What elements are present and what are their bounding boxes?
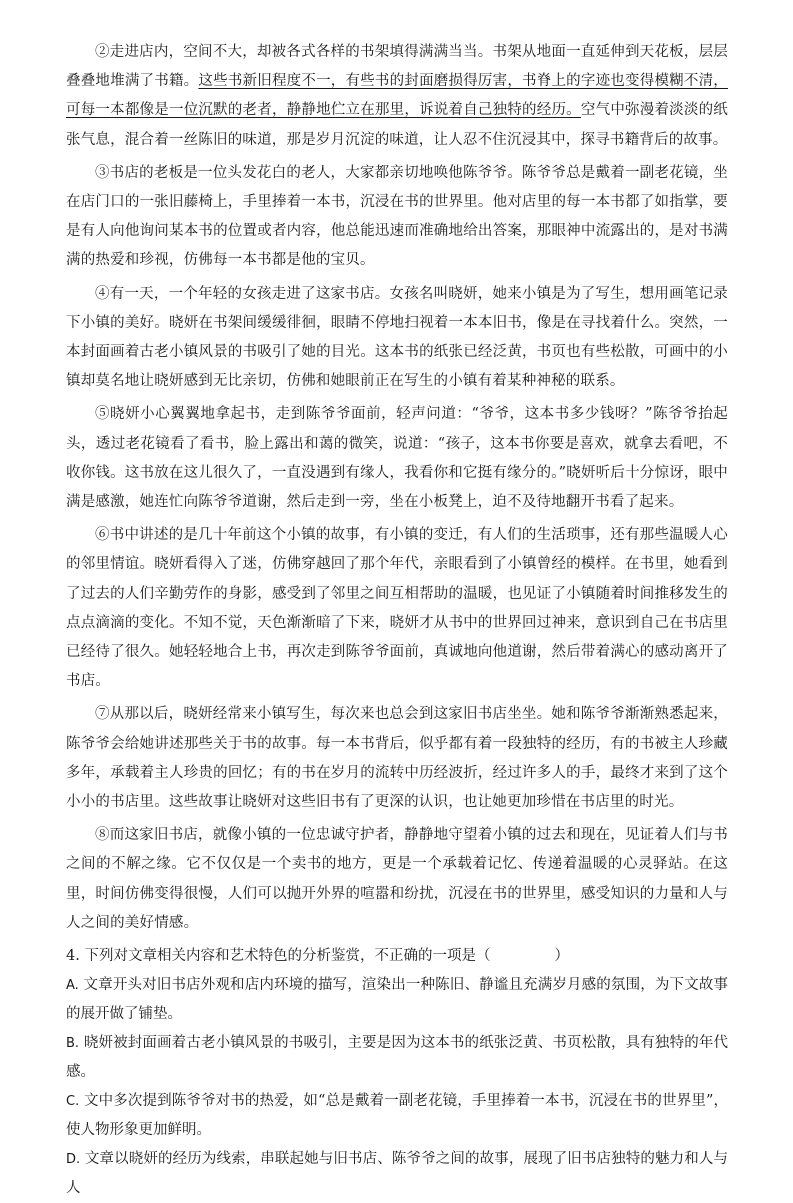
option-c[interactable] <box>66 1087 728 1145</box>
option-b-text: 晓妍被封面画着古老小镇风景的书吸引，主要是因为这本书的纸张泛黄、书页松散，具有独特的年代感。 <box>66 1035 728 1081</box>
paragraph-2 <box>66 38 728 155</box>
option-c-text: 文中多次提到陈爷爷对书的热爱，如“总是戴着一副老花镜，手里捧着一本书，沉浸在书的世界里”，使人物形象更加鲜明。 <box>66 1093 728 1139</box>
option-c-letter: C. <box>66 1094 80 1110</box>
paragraph-7: ⑦从那以后，晓妍经常来小镇写生，每次来也总会到这家旧书店坐坐。她和陈爷爷渐渐熟悉起来，陈爷爷会给她讲述那些关于书的故事。每一本书背后，似乎都有着一段独特的经历，有的书被主人珍藏多年，承载着主人珍贵的回忆；有的书在岁月的流转中历经波折，经过许多人的手，最终才来到了这个小小的书店里。这些故事让晓妍对这些旧书有了更深的认识，也让她更加珍惜在书店里的时光。 <box>66 706 728 811</box>
paragraph-5: ⑤晓妍小心翼翼地拿起书，走到陈爷爷面前，轻声问道：“爷爷，这本书多少钱呀？”陈爷爷抬起头，透过老花镜看了看书，脸上露出和蔼的微笑，说道：“孩子，这本书你要是喜欢，就拿去看吧，不收你钱。这书放在这儿很久了，一直没遇到有缘人，我看你和它挺有缘分的。”晓妍听后十分惊讶，眼中满是感激，她连忙向陈爷爷道谢，然后走到一旁，坐在小板凳上，迫不及待地翻开书看了起来。 <box>66 406 728 511</box>
option-b[interactable] <box>66 1029 728 1087</box>
question-4 <box>66 942 728 1203</box>
paragraph-8: ⑧而这家旧书店，就像小镇的一位忠诚守护者，静静地守望着小镇的过去和现在，见证着人们与书之间的不解之缘。它不仅仅是一个卖书的地方，更是一个承载着记忆、传递着温暖的心灵驿站。在这里，时间仿佛变得很慢，人们可以抛开外界的喧嚣和纷扰，沉浸在书的世界里，感受知识的力量和人与人之间的美好情感。 <box>66 827 728 931</box>
paragraph-2-intro: ②走进店内，空间不大，却被各式各样的书架填得满满当当。书架从地面一直延伸到天花板，层层叠叠地堆满了书籍。 <box>66 44 728 90</box>
paragraph-3: ③书店的老板是一位头发花白的老人，大家都亲切地唤他陈爷爷。陈爷爷总是戴着一副老花镜，坐在店门口的一张旧藤椅上，手里捧着一本书，沉浸在书的世界里。他对店里的每一本书都了如指掌，要是有人向他询问某本书的位置或者内容，他总能迅速而准确地给出答案，那眼神中流露出的，是对书满满的热爱和珍视，仿佛每一本书都是他的宝贝。 <box>66 164 728 269</box>
option-a[interactable] <box>66 971 728 1029</box>
document-page <box>66 38 728 1203</box>
option-d-letter: D. <box>66 1152 81 1168</box>
option-a-text: 文章开头对旧书店外观和店内环境的描写，渲染出一种陈旧、静谧且充满岁月感的氛围，为下文故事的展开做了铺垫。 <box>66 977 728 1023</box>
question-stem-close: ） <box>554 948 569 965</box>
paragraph-4: ④有一天，一个年轻的女孩走进了这家书店。女孩名叫晓妍，她来小镇是为了写生，想用画笔记录下小镇的美好。晓妍在书架间缓缓徘徊，眼睛不停地扫视着一本本旧书，像是在寻找着什么。突然，一本封面画着古老小镇风景的书吸引了她的目光。这本书的纸张已经泛黄，书页也有些松散，可画中的小镇却莫名地让晓妍感到无比亲切，仿佛和她眼前正在写生的小镇有着某种神秘的联系。 <box>66 285 728 390</box>
paragraph-6: ⑥书中讲述的是几十年前这个小镇的故事，有小镇的变迁，有人们的生活琐事，还有那些温暖人心的邻里情谊。晓妍看得入了迷，仿佛穿越回了那个年代，亲眼看到了小镇曾经的模样。在书里，她看到了过去的人们辛勤劳作的身影，感受到了邻里之间互相帮助的温暖，也见证了小镇随着时间推移发生的点点滴滴的变化。不知不觉，天色渐渐暗了下来，晓妍才从书中的世界回过神来，意识到自己在书店里已经待了很久。她轻轻地合上书，再次走到陈爷爷面前，真诚地向他道谢，然后带着满心的感动离开了书店。 <box>66 527 728 690</box>
paragraph-2-ending: 空气中弥漫着淡淡的纸张气息，混合着一丝陈旧的味道，那是岁月沉淀的味道，让人忍不住沉浸其中，探寻书籍背后的故事。 <box>66 102 729 148</box>
option-a-letter: A. <box>66 978 79 994</box>
question-stem <box>66 942 728 971</box>
option-d-text: 文章以晓妍的经历为线索，串联起她与旧书店、陈爷爷之间的故事，展现了旧书店独特的魅力和人与人 <box>66 1151 728 1197</box>
option-b-letter: B. <box>66 1036 80 1052</box>
option-d[interactable] <box>66 1145 728 1203</box>
question-stem-text: 4. 下列对文章相关内容和艺术特色的分析鉴赏，不正确的一项是（ <box>66 948 491 965</box>
paragraph-2-underlined-sentence: 这些书新旧程度不一，有些书的封面磨损得厉害，书脊上的字迹也变得模糊不清，可每一本都像是一位沉默的老者，静静地伫立在那里，诉说着自己独特的经历。 <box>66 73 728 119</box>
